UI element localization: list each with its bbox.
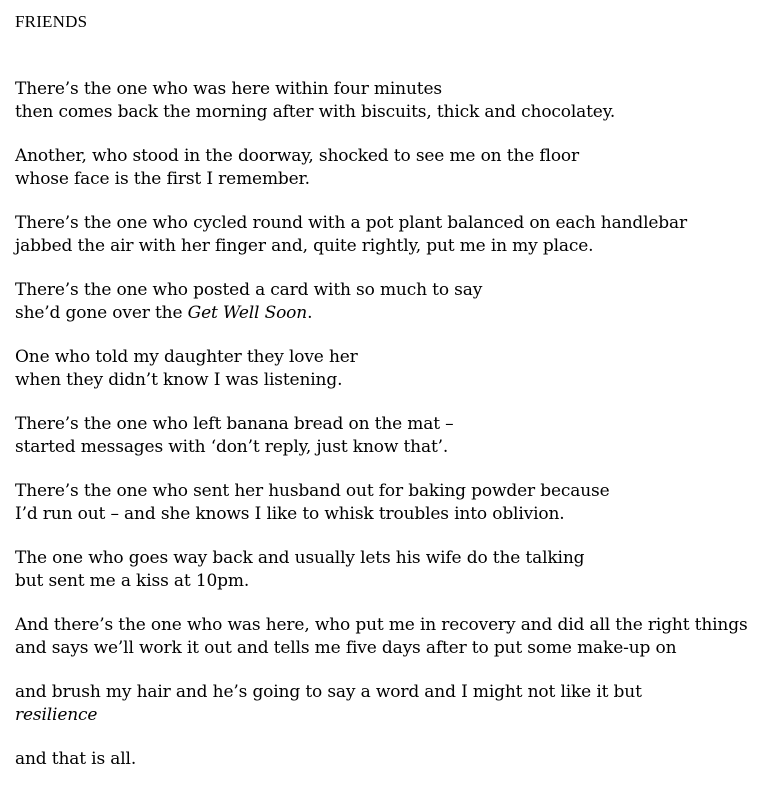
poem-page	[15, 10, 775, 792]
poem-line: jabbed the air with her finger and, quite rightly, put me in my place.	[15, 236, 594, 256]
poem-line: There’s the one who was here within four minutes	[15, 79, 442, 99]
italic-word: resilience	[15, 705, 98, 725]
poem-line: then comes back the morning after with biscuits, thick and chocolatey.	[15, 102, 616, 122]
stanza-11	[15, 748, 775, 771]
stanza-4	[15, 279, 775, 325]
poem-line: started messages with ‘don’t reply, just know that’.	[15, 437, 449, 457]
poem-line: The one who goes way back and usually lets his wife do the talking	[15, 548, 585, 568]
poem-line: and that is all.	[15, 749, 137, 769]
poem-line: but sent me a kiss at 10pm.	[15, 571, 250, 591]
line-text: she’d gone over the	[15, 303, 188, 323]
poem-line: There’s the one who sent her husband out for baking powder because	[15, 481, 610, 501]
poem-title: FRIENDS	[15, 12, 88, 31]
stanza-5	[15, 346, 775, 392]
stanza-6	[15, 413, 775, 459]
stanza-9	[15, 614, 775, 660]
poem-line-with-italic	[15, 302, 775, 325]
line-text: .	[307, 303, 313, 323]
stanza-2	[15, 145, 775, 191]
poem-line: I’d run out – and she knows I like to whisk troubles into oblivion.	[15, 504, 565, 524]
poem-line: whose face is the first I remember.	[15, 169, 310, 189]
poem-line: and says we’ll work it out and tells me five days after to put some make-up on	[15, 638, 677, 658]
italic-phrase: Get Well Soon	[187, 303, 308, 323]
poem-line: There’s the one who left banana bread on the mat –	[15, 414, 454, 434]
poem-line: There’s the one who cycled round with a pot plant balanced on each handlebar	[15, 213, 687, 233]
poem-line: And there’s the one who was here, who put me in recovery and did all the right things	[15, 615, 748, 635]
stanza-1	[15, 78, 775, 124]
stanza-8	[15, 547, 775, 593]
stanza-7	[15, 480, 775, 526]
poem-line: Another, who stood in the doorway, shocked to see me on the floor	[15, 146, 579, 166]
poem-line: There’s the one who posted a card with so much to say	[15, 280, 483, 300]
stanza-10	[15, 681, 775, 727]
poem-line: One who told my daughter they love her	[15, 347, 358, 367]
poem-line: and brush my hair and he’s going to say a word and I might not like it but	[15, 682, 642, 702]
stanza-3	[15, 212, 775, 258]
poem-line: when they didn’t know I was listening.	[15, 370, 343, 390]
